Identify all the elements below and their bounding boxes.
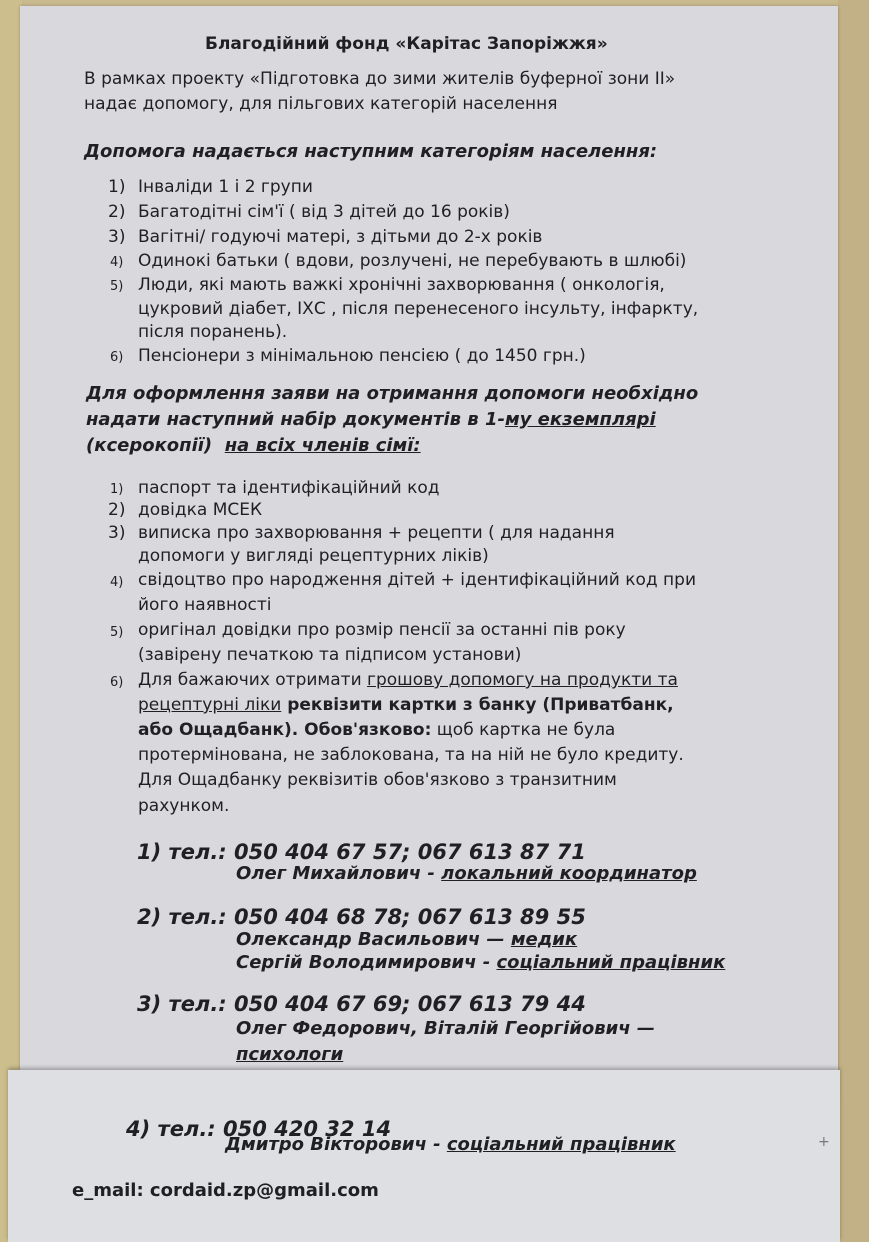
document-item-continued: (завірену печаткою та підписом установи): [138, 645, 522, 665]
document-item-continued: рецептурні ліки реквізити картки з банку (Приватбанк,: [138, 695, 674, 715]
category-number: 5): [110, 279, 124, 294]
email-line: e_mail: cordaid.zp@gmail.com: [72, 1180, 379, 1201]
contact-phone: 4) тел.: 050 420 32 14: [126, 1117, 392, 1141]
document-item: оригінал довідки про розмір пенсії за останні пів року: [138, 620, 626, 640]
category-item-continued: цукровий діабет, ІХС , після перенесеного інсульту, інфаркту,: [138, 299, 699, 319]
document-item-continued: або Ощадбанк). Обов'язково: щоб картка не була: [138, 720, 616, 740]
document-item-continued: Для Ощадбанку реквізитів обов'язково з транзитним: [138, 770, 617, 790]
document-item-continued: протермінована, не заблокована, та на ній не було кредиту.: [138, 745, 684, 765]
documents-heading-line-1: Для оформлення заяви на отримання допомоги необхідно: [86, 383, 699, 404]
documents-heading-line-2: надати наступний набір документів в 1-му екземплярі: [86, 409, 656, 430]
category-number: 1): [108, 177, 126, 197]
notice-title: Благодійний фонд «Карітас Запоріжжя»: [205, 34, 608, 54]
contact-person: Олег Михайлович - локальний координатор: [236, 863, 697, 884]
intro-line-1: В рамках проекту «Підготовка до зими жителів буферної зони II»: [84, 69, 676, 89]
contact-person: Олег Федорович, Віталій Георгійович —: [236, 1018, 655, 1039]
document-number: 2): [108, 500, 126, 520]
categories-heading: Допомога надається наступним категоріям населення:: [84, 141, 658, 162]
contact-person: Олександр Васильович — медик: [236, 929, 578, 950]
category-item: Інваліди 1 і 2 групи: [138, 177, 313, 197]
intro-line-2: надає допомогу, для пільгових категорій населення: [84, 94, 558, 114]
bottom-sheet: [8, 1070, 840, 1242]
wall-background-right: [838, 0, 869, 1242]
category-item-continued: після поранень).: [138, 322, 288, 342]
category-number: 4): [110, 255, 124, 270]
contact-person: Дмитро Вікторович - соціальний працівник: [225, 1134, 676, 1155]
category-item: Багатодітні сім'ї ( від 3 дітей до 16 років): [138, 202, 510, 222]
documents-heading-line-3: (ксерокопії) на всіх членів сімї:: [86, 435, 421, 456]
document-item: Для бажаючих отримати грошову допомогу на продукти та: [138, 670, 678, 690]
category-item: Пенсіонери з мінімальною пенсією ( до 1450 грн.): [138, 346, 586, 366]
document-number: 4): [110, 575, 124, 590]
category-item: Люди, які мають важкі хронічні захворювання ( онкологія,: [138, 275, 665, 295]
plus-mark: +: [818, 1134, 830, 1150]
document-item: виписка про захворювання + рецепти ( для надання: [138, 523, 615, 543]
document-number: 1): [110, 482, 124, 497]
category-item: Одинокі батьки ( вдови, розлучені, не перебувають в шлюбі): [138, 251, 687, 271]
document-item-continued: його наявності: [138, 595, 272, 615]
document-item: свідоцтво про народження дітей + ідентифікаційний код при: [138, 570, 696, 590]
wall-background-left: [0, 0, 22, 1242]
document-item: довідка МСЕК: [138, 500, 263, 520]
contact-phone: 3) тел.: 050 404 67 69; 067 613 79 44: [137, 992, 586, 1016]
document-number: 3): [108, 523, 126, 543]
document-number: 6): [110, 675, 124, 690]
contact-phone: 2) тел.: 050 404 68 78; 067 613 89 55: [137, 905, 586, 929]
category-number: 3): [108, 227, 126, 247]
contact-phone: 1) тел.: 050 404 67 57; 067 613 87 71: [137, 840, 586, 864]
document-item-continued: рахунком.: [138, 796, 230, 816]
document-item-continued: допомоги у вигляді рецептурних ліків): [138, 546, 489, 566]
category-item: Вагітні/ годуючі матері, з дітьми до 2-х років: [138, 227, 543, 247]
category-number: 2): [108, 202, 126, 222]
contact-role: психологи: [236, 1044, 344, 1065]
document-item: паспорт та ідентифікаційний код: [138, 478, 440, 498]
contact-person: Сергій Володимирович - соціальний працівник: [236, 952, 726, 973]
document-number: 5): [110, 625, 124, 640]
category-number: 6): [110, 350, 124, 365]
